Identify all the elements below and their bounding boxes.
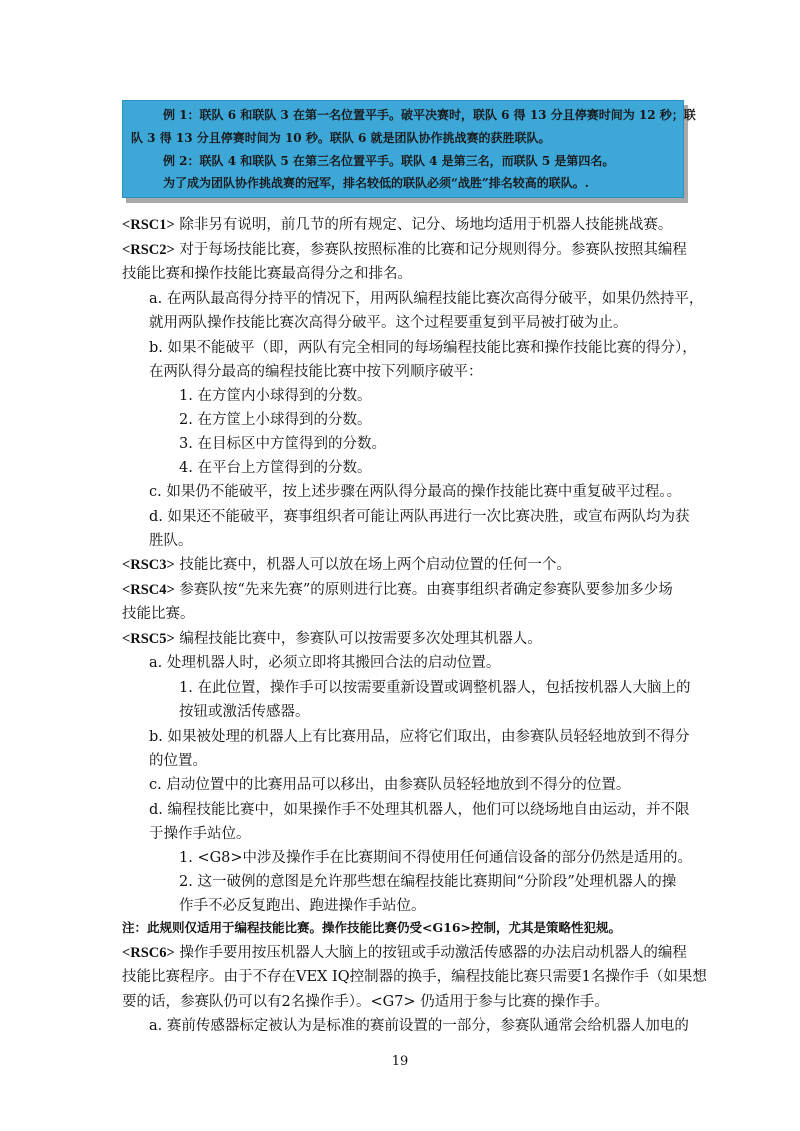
- note: 注：此规则仅适用于编程技能比赛。操作技能比赛仍受<G16>控制，尤其是策略性犯规。: [122, 920, 622, 935]
- rule-text: 编程技能比赛中，参赛队可以按需要多次处理其机器人。: [174, 631, 542, 647]
- rsc5-item-d-1: 1. <G8>中涉及操作手在比赛期间不得使用任何通信设备的部分仍然是适用的。: [179, 850, 693, 866]
- rule-text: 技能比赛中，机器人可以放在场上两个启动位置的任何一个。: [174, 557, 571, 573]
- rule-text-continued: 技能比赛程序。由于不存在VEX IQ控制器的换手，编程技能比赛只需要1名操作手（如果想: [122, 969, 707, 985]
- rule-text-continued: 要的话，参赛队仍可以有2名操作手）。<G7> 仍适用于参与比赛的操作手。: [122, 994, 609, 1010]
- rule-text: 对于每场技能比赛，参赛队按照标准的比赛和记分规则得分。参赛队按照其编程: [174, 242, 687, 258]
- rule-rsc1: [122, 215, 672, 235]
- rule-text: 除非另有说明，前几节的所有规定、记分、场地均适用于机器人技能挑战赛。: [174, 217, 673, 233]
- rule-id: <RSC3>: [122, 557, 175, 573]
- rule-id: <RSC4>: [122, 582, 175, 598]
- rsc2-item-c: c. 如果仍不能破平，按上述步骤在两队得分最高的操作技能比赛中重复破平过程。。: [149, 484, 682, 500]
- rsc5-item-b: b. 如果被处理的机器人上有比赛用品，应将它们取出，由参赛队员轻轻地放到不得分: [149, 729, 690, 745]
- rule-id: <RSC1>: [122, 217, 175, 233]
- rsc2-item-a-cont: 就用两队操作技能比赛次高得分破平。这个过程要重复到平局被打破为止。: [149, 315, 628, 331]
- rule-rsc4: [122, 580, 673, 600]
- rule-rsc6: [122, 943, 687, 963]
- rule-id: <RSC5>: [122, 631, 175, 647]
- rsc5-item-d-2: 2. 这一破例的意图是允许那些想在编程技能比赛期间“分阶段”处理机器人的操: [179, 874, 677, 890]
- example-2-line-2: 为了成为团队协作挑战赛的冠军，排名较低的联队必须“战胜”排名较高的联队。.: [163, 176, 589, 190]
- rule-id: <RSC6>: [122, 945, 175, 961]
- rsc2-item-d: d. 如果还不能破平，赛事组织者可能让两队再进行一次比赛决胜，或宣布两队均为获: [149, 509, 690, 525]
- rsc2-item-a: a. 在两队最高得分持平的情况下，用两队编程技能比赛次高得分破平，如果仍然持平，: [149, 291, 704, 307]
- rsc2-item-d-cont: 胜队。: [149, 533, 193, 549]
- tiebreak-item-4: 4. 在平台上方筐得到的分数。: [179, 460, 372, 476]
- rsc5-item-d-cont: 于操作手站位。: [149, 826, 251, 842]
- rsc6-item-a: a. 赛前传感器标定被认为是标准的赛前设置的一部分，参赛队通常会给机器人加电的: [149, 1018, 689, 1034]
- rule-rsc5: [122, 629, 542, 649]
- example-2-line-1: 例 2：联队 4 和联队 5 在第三名位置平手。联队 4 是第三名，而联队 5 是第四名。: [163, 154, 615, 168]
- rsc5-item-a: a. 处理机器人时，必须立即将其搬回合法的启动位置。: [149, 655, 501, 671]
- tiebreak-item-1: 1. 在方筐内小球得到的分数。: [179, 388, 372, 404]
- rsc5-item-c: c. 启动位置中的比赛用品可以移出，由参赛队员轻轻地放到不得分的位置。: [149, 777, 631, 793]
- rule-text-continued: 技能比赛和操作技能比赛最高得分之和排名。: [122, 266, 412, 282]
- rsc5-item-a-1: 1. 在此位置，操作手可以按需要重新设置或调整机器人，包括按机器人大脑上的: [179, 680, 691, 696]
- rule-text-continued: 技能比赛。: [122, 606, 195, 622]
- rsc2-item-b-cont: 在两队得分最高的编程技能比赛中按下列顺序破平：: [149, 364, 483, 380]
- rsc2-item-b: b. 如果不能破平（即，两队有完全相同的每场编程技能比赛和操作技能比赛的得分），: [149, 340, 697, 356]
- rule-id: <RSC2>: [122, 242, 175, 258]
- rsc5-item-a-1-cont: 按钮或激活传感器。: [179, 704, 310, 720]
- tiebreak-item-3: 3. 在目标区中方筐得到的分数。: [179, 436, 386, 452]
- example-box: [122, 100, 696, 198]
- rule-rsc2: [122, 240, 687, 260]
- page-number: 19: [391, 1054, 409, 1069]
- rsc5-item-d-2-cont: 作手不必反复跑出、跑进操作手站位。: [179, 898, 426, 914]
- tiebreak-item-2: 2. 在方筐上小球得到的分数。: [179, 412, 372, 428]
- rule-rsc3: [122, 555, 571, 575]
- rule-text: 操作手要用按压机器人大脑上的按钮或手动激活传感器的办法启动机器人的编程: [174, 945, 687, 961]
- rsc5-item-b-cont: 的位置。: [149, 753, 207, 769]
- rule-text: 参赛队按“先来先赛”的原则进行比赛。由赛事组织者确定参赛队要参加多少场: [174, 582, 673, 598]
- rsc5-item-d: d. 编程技能比赛中，如果操作手不处理其机器人，他们可以绕场地自由运动，并不限: [149, 802, 690, 818]
- example-1-line-1: 例 1：联队 6 和联队 3 在第一名位置平手。破平决赛时，联队 6 得 13 分且停赛时间为 12 秒；联: [163, 108, 696, 122]
- example-1-line-2: 队 3 得 13 分且停赛时间为 10 秒。联队 6 就是团队协作挑战赛的获胜联队。: [131, 131, 551, 145]
